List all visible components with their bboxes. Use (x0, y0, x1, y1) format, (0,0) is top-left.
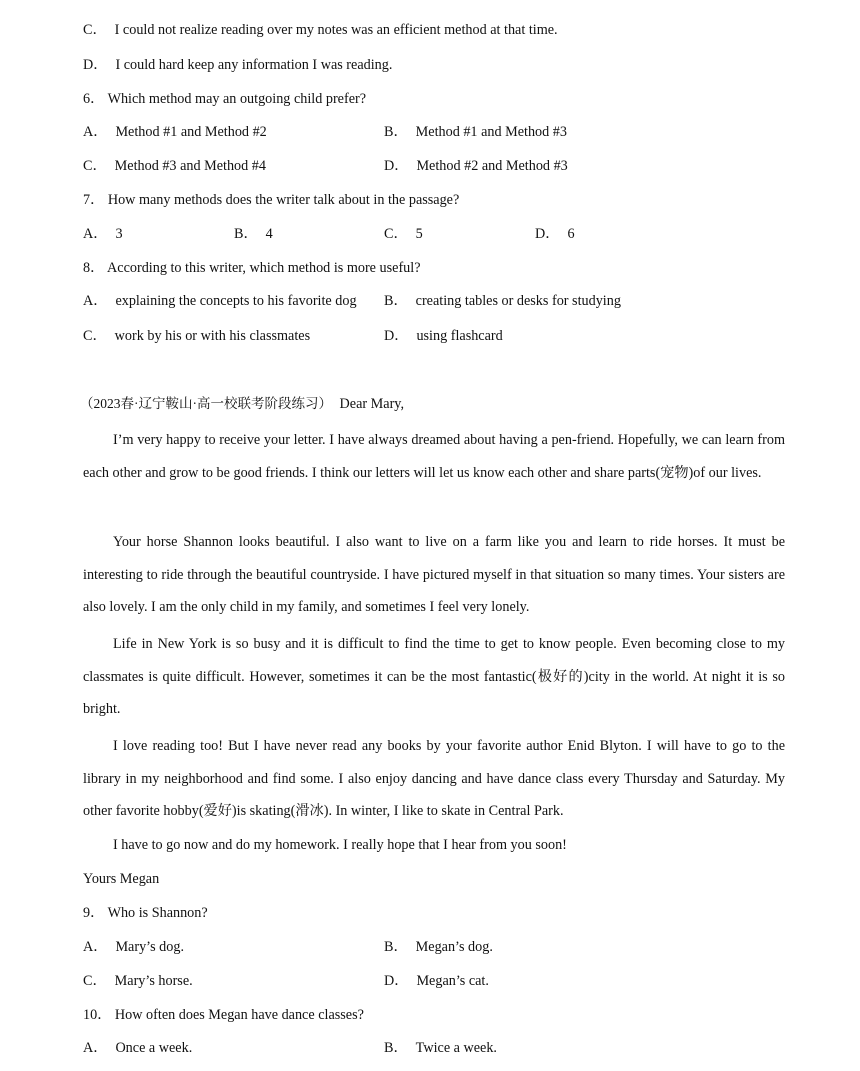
option-label: A． (83, 1040, 108, 1056)
q6-option-d (384, 157, 568, 175)
option-label: B． (384, 939, 408, 955)
q8-stem: 8． According to this writer, which method is more useful? (83, 260, 421, 276)
q8-option-b (384, 292, 621, 310)
q7-stem: 7． How many methods does the writer talk about in the passage? (83, 192, 460, 208)
option-text: Method #1 and Method #2 (115, 124, 267, 140)
q9-option-d (384, 972, 489, 990)
letter-greeting: Dear Mary, (339, 396, 405, 412)
option-label: B． (384, 124, 408, 140)
option-text: I could hard keep any information I was reading. (115, 57, 393, 73)
option-label: A． (83, 939, 108, 955)
option-text: Mary’s horse. (114, 973, 193, 989)
letter-paragraph-1: I’m very happy to receive your letter. I have always dreamed about having a pen-friend. Hopefully, we can learn from each other and grow to be good friends. I think our letters will let us know each other and share parts(宠物)of our lives. (83, 432, 785, 481)
q7-option-d (535, 225, 575, 243)
option-text: using flashcard (416, 328, 503, 344)
q6-option-c (83, 157, 266, 175)
q9-option-b (384, 938, 493, 956)
option-label: B． (234, 226, 258, 242)
letter-paragraph-5: I have to go now and do my homework. I really hope that I hear from you soon! (113, 837, 567, 853)
option-text: Once a week. (115, 1040, 193, 1056)
option-label: D． (384, 973, 409, 989)
option-label: B． (384, 1040, 408, 1056)
option-text: 5 (415, 226, 423, 242)
passage-header (80, 395, 404, 413)
q6-option-b (384, 123, 567, 141)
q7-option-c (384, 225, 423, 243)
option-label: D． (535, 226, 560, 242)
option-text: Twice a week. (415, 1040, 497, 1056)
option-label: B． (384, 293, 408, 309)
q6-stem: 6． Which method may an outgoing child prefer? (83, 91, 367, 107)
option-text: I could not realize reading over my notes was an efficient method at that time. (114, 22, 558, 38)
option-label: C． (83, 973, 107, 989)
letter-paragraph-2: Your horse Shannon looks beautiful. I also want to live on a farm like you and learn to ride horses. It must be interesting to ride through the beautiful countryside. I have pictured myself in that situation so many times. Your sisters are also lovely. I am the only child in my family, and sometimes I feel very lonely. (83, 534, 785, 615)
option-text: 3 (115, 226, 123, 242)
q5-option-c (83, 21, 558, 39)
option-label: D． (83, 57, 108, 73)
option-text: explaining the concepts to his favorite dog (115, 293, 357, 309)
q9-stem: 9． Who is Shannon? (83, 905, 208, 921)
option-label: D． (384, 328, 409, 344)
option-text: 4 (265, 226, 273, 242)
letter-closing: Yours Megan (83, 871, 160, 887)
option-text: Megan’s dog. (415, 939, 493, 955)
q9-option-a (83, 938, 184, 956)
letter-paragraph-4: I love reading too! But I have never read any books by your favorite author Enid Blyton. I will have to go to the library in my neighborhood and find some. I also enjoy dancing and have dance class every Thursday and Saturday. My other favorite hobby(爱好)is skating(滑冰). In winter, I like to skate in Central Park. (83, 738, 785, 819)
q8-option-c (83, 327, 310, 345)
q8-option-a (83, 292, 357, 310)
option-text: Method #3 and Method #4 (114, 158, 266, 174)
q9-option-c (83, 972, 193, 990)
option-label: C． (83, 22, 107, 38)
q10-option-b (384, 1039, 497, 1057)
q7-option-b (234, 225, 273, 243)
option-label: C． (83, 158, 107, 174)
option-label: A． (83, 226, 108, 242)
option-label: A． (83, 293, 108, 309)
q5-option-d (83, 56, 392, 74)
option-text: work by his or with his classmates (114, 328, 311, 344)
option-text: creating tables or desks for studying (415, 293, 621, 309)
letter-paragraph-3: Life in New York is so busy and it is difficult to find the time to get to know people. Even becoming close to my classmates is quite difficult. However, sometimes it can be the most fantastic(极好的)city in the world. At night it is so bright. (83, 636, 785, 717)
option-text: Mary’s dog. (115, 939, 185, 955)
option-text: Method #1 and Method #3 (415, 124, 567, 140)
q8-option-d (384, 327, 503, 345)
passage-source: （2023春·辽宁鞍山·高一校联考阶段练习） (80, 396, 332, 411)
option-text: Method #2 and Method #3 (416, 158, 568, 174)
q6-option-a (83, 123, 267, 141)
q10-stem: 10． How often does Megan have dance classes? (83, 1007, 364, 1023)
option-label: C． (384, 226, 408, 242)
q10-option-a (83, 1039, 192, 1057)
option-text: 6 (567, 226, 575, 242)
option-label: D． (384, 158, 409, 174)
option-text: Megan’s cat. (416, 973, 489, 989)
option-label: C． (83, 328, 107, 344)
q7-option-a (83, 225, 123, 243)
option-label: A． (83, 124, 108, 140)
